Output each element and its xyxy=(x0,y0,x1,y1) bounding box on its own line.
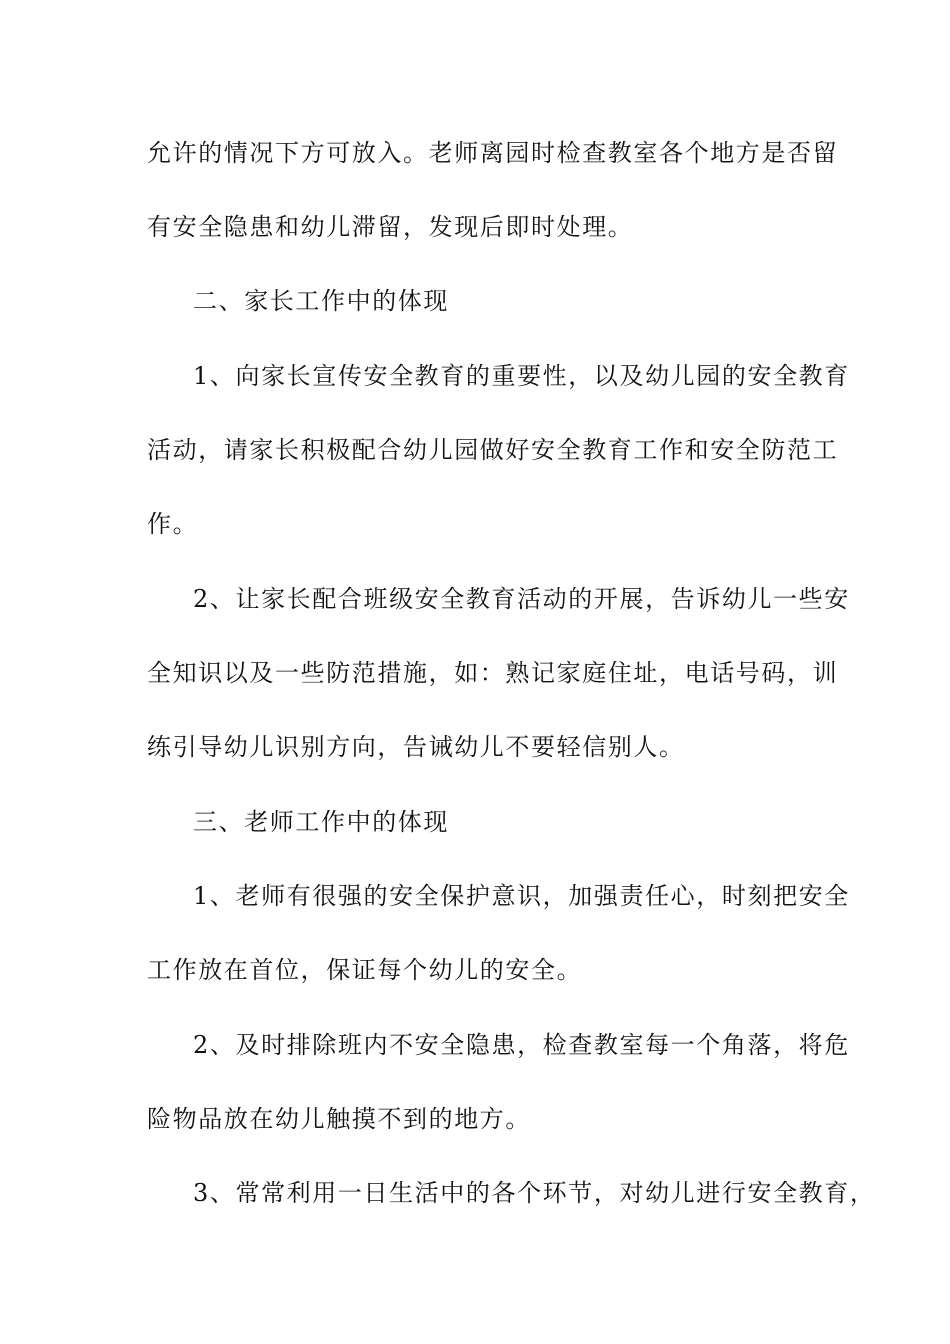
text-line: 3、常常利用一日生活中的各个环节，对幼儿进行安全教育， xyxy=(193,1179,876,1207)
text-line: 活动，请家长积极配合幼儿园做好安全教育工作和安全防范工 xyxy=(147,436,839,464)
text-line: 险物品放在幼儿触摸不到的地方。 xyxy=(147,1105,531,1133)
text-line: 作。 xyxy=(147,510,199,538)
section-heading: 二、家长工作中的体现 xyxy=(193,287,449,315)
text-line: 2、让家长配合班级安全教育活动的开展，告诉幼儿一些安 xyxy=(193,585,850,613)
text-line: 1、老师有很强的安全保护意识，加强责任心，时刻把安全 xyxy=(193,882,850,910)
text-line: 允许的情况下方可放入。老师离园时检查教室各个地方是否留 xyxy=(147,139,839,167)
text-line: 全知识以及一些防范措施，如：熟记家庭住址，电话号码，训 xyxy=(147,659,839,687)
text-line: 1、向家长宣传安全教育的重要性，以及幼儿园的安全教育 xyxy=(193,362,850,390)
text-line: 练引导幼儿识别方向，告诫幼儿不要轻信别人。 xyxy=(147,733,685,761)
section-heading: 三、老师工作中的体现 xyxy=(193,808,449,836)
text-line: 有安全隐患和幼儿滞留，发现后即时处理。 xyxy=(147,213,634,241)
text-line: 2、及时排除班内不安全隐患，检查教室每一个角落，将危 xyxy=(193,1031,850,1059)
text-line: 工作放在首位，保证每个幼儿的安全。 xyxy=(147,956,583,984)
